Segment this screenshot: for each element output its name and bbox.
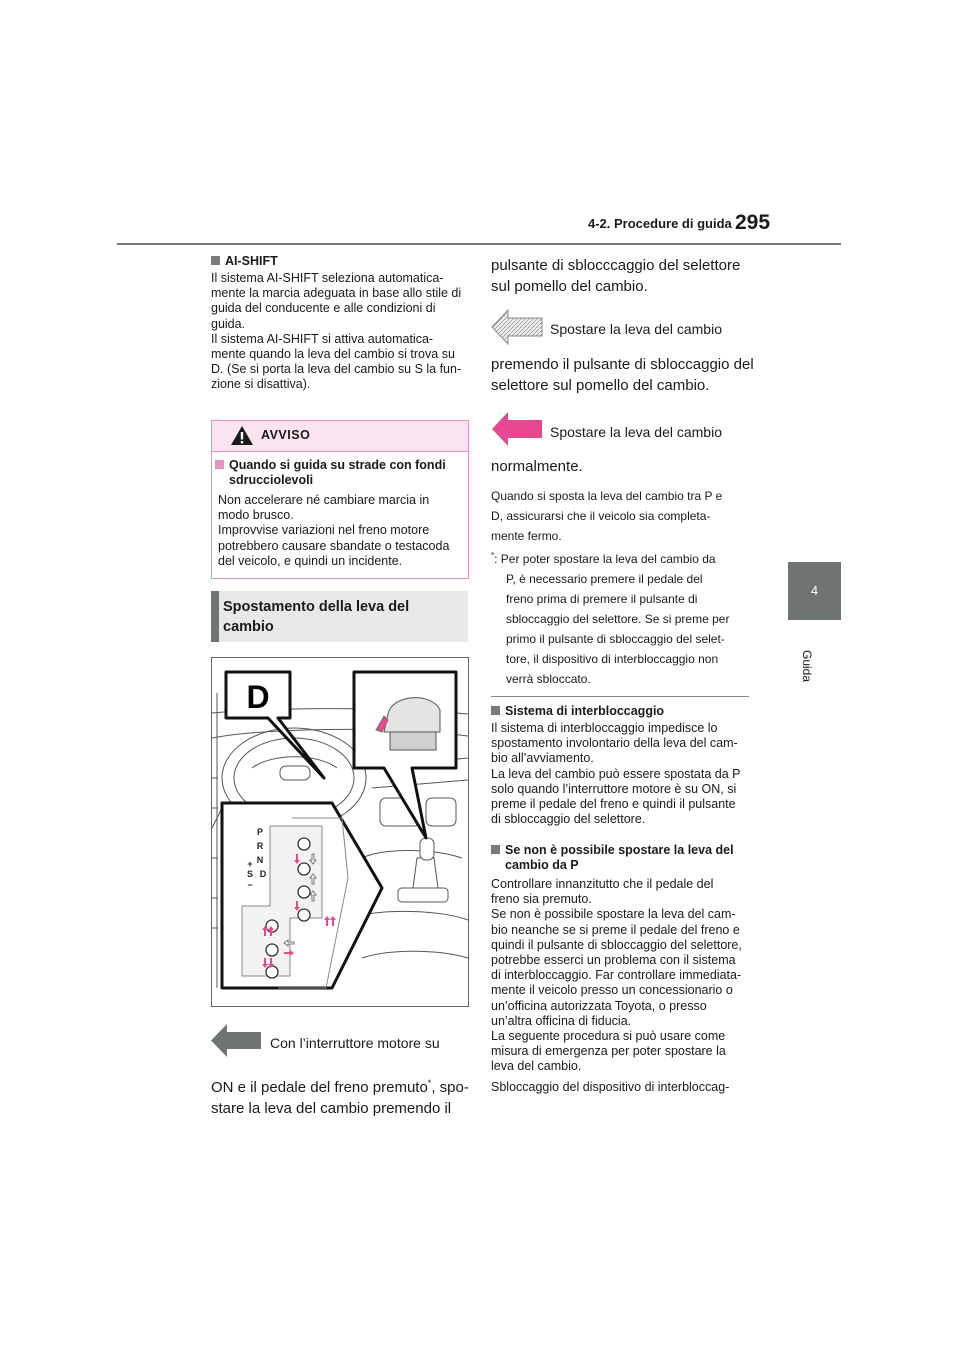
ai-shift-block <box>211 254 471 393</box>
col2-note: Quando si sposta la leva del cambio tra P e D, assicurarsi che il veicolo sia completa- mente fermo. <box>491 489 723 543</box>
bullet-square-icon <box>215 460 224 469</box>
section-heading <box>211 591 468 642</box>
interlock-text: Il sistema di interbloccaggio impedisce lo spostamento involontario della leva del cam- bio all’avviamento. La leva del cambio può essere spostata da P solo quando l’interruttore motore è su ON, si preme il pedale del freno e quindi il pulsante di sbloccaggio del selettore. <box>491 721 741 827</box>
col2-mid: premendo il pulsante di sbloccaggio del selettore sul pomello del cambio. <box>491 356 754 394</box>
chapter-label: Guida <box>800 650 814 683</box>
ai-shift-text: Il sistema AI-SHIFT seleziona automatica- mente la marcia adeguata in base allo stile di guida del conducente e alle condizioni di guida. Il sistema AI-SHIFT si attiva automatica- mente quando la leva del cambio si trova su D. (Se si porta la leva del cambio su S la fun- zione si disattiva). <box>211 271 462 392</box>
col2-footnote: *: Per poter spostare la leva del cambio da P, è necessario premere il pedale del freno prima di premere il pulsante di sbloccaggio del selettore. Se si preme per primo il pulsante di sbloccaggio del selet- tore, il dispositivo di interbloccaggio non verrà sbloccato. <box>491 551 730 686</box>
warning-subheading: Quando si guida su strade con fondi sdrucciolevoli <box>215 458 462 488</box>
footnote-ref: * <box>427 1078 432 1088</box>
header-rule <box>117 243 841 245</box>
bullet-square-icon <box>491 845 500 854</box>
warning-triangle-icon <box>230 425 254 446</box>
gate-label-p: P <box>256 827 264 837</box>
gate-position-n <box>298 886 310 898</box>
footnote-marker: * <box>491 551 495 560</box>
shift-lever-figure <box>211 657 469 1007</box>
bullet-square-icon <box>211 256 220 265</box>
legend-hatched-arrow: Spostare la leva del cambio <box>550 321 722 337</box>
ai-shift-heading: AI-SHIFT <box>211 254 471 268</box>
gate-label-minus: − <box>247 880 253 890</box>
chapter-tab[interactable]: 4 <box>788 562 841 620</box>
cannot-shift-text: Controllare innanzitutto che il pedale del freno sia premuto. Se non è possibile spostare la leva del cam- bio neanche se si preme il pedale del freno e quindi il pulsante di sbloccaggio del selettore, potrebbe esserci un problema con il sistema di interbloccaggio. Far controllare immediata- mente il veicolo presso un concessionario o un’officina autorizzata Toyota, o presso un’altra officina di fiducia. La seguente procedura si può usare come misura di emergenza per poter spostare la leva del cambio. <box>491 877 742 1074</box>
cannot-shift-last: Sbloccaggio del dispositivo di interbloccag- <box>491 1079 730 1094</box>
hatched-arrow-icon <box>491 309 543 345</box>
gate-label-s: S <box>246 869 254 879</box>
section-heading-text: Spostamento della leva del cambio <box>223 599 410 635</box>
gate-label-plus: + <box>247 859 253 869</box>
gate-position-p <box>298 838 310 850</box>
warning-title: AVVISO <box>261 428 311 442</box>
gate-label-n: N <box>256 855 264 865</box>
cannot-shift-block <box>491 843 756 1095</box>
gate-position-r <box>298 863 310 875</box>
section-bar <box>211 591 219 642</box>
gate-label-d: D <box>259 869 267 879</box>
gate-label-r: R <box>256 841 264 851</box>
warning-header <box>212 421 468 452</box>
gear-display-letter: D <box>246 679 270 715</box>
divider <box>491 696 749 697</box>
col2-intro: pulsante di sblocccaggio del selettore sul pomello del cambio. <box>491 257 741 295</box>
warning-text: Non accelerare né cambiare marcia in modo brusco. Improvvise variazioni nel freno motore potrebbero causare sbandate o testacoda del veicolo, e quindi un incidente. <box>218 493 450 568</box>
interlock-heading: Sistema di interbloccaggio <box>491 704 756 718</box>
bullet-square-icon <box>491 706 500 715</box>
col2-normal: normalmente. <box>491 458 583 475</box>
cannot-shift-heading: Se non è possibile spostare la leva del cambio da P <box>491 843 756 873</box>
section-title: 4-2. Procedure di guida <box>588 216 732 231</box>
gray-arrow-icon <box>211 1024 261 1057</box>
legend1-continuation: ON e il pedale del freno premuto*, spo- stare la leva del cambio premendo il <box>211 1078 469 1117</box>
gate-position-s <box>266 944 278 956</box>
legend-gray-arrow: Con l’interruttore motore su <box>270 1035 440 1051</box>
legend-pink-arrow: Spostare la leva del cambio <box>550 424 722 440</box>
interlock-block <box>491 704 756 827</box>
shift-lever-illustration <box>212 658 468 1006</box>
gate-position-s-minus <box>266 966 278 978</box>
warning-box <box>211 420 469 579</box>
page-number: 295 <box>735 211 771 234</box>
gate-position-d <box>298 909 310 921</box>
pink-arrow-icon <box>491 411 543 447</box>
